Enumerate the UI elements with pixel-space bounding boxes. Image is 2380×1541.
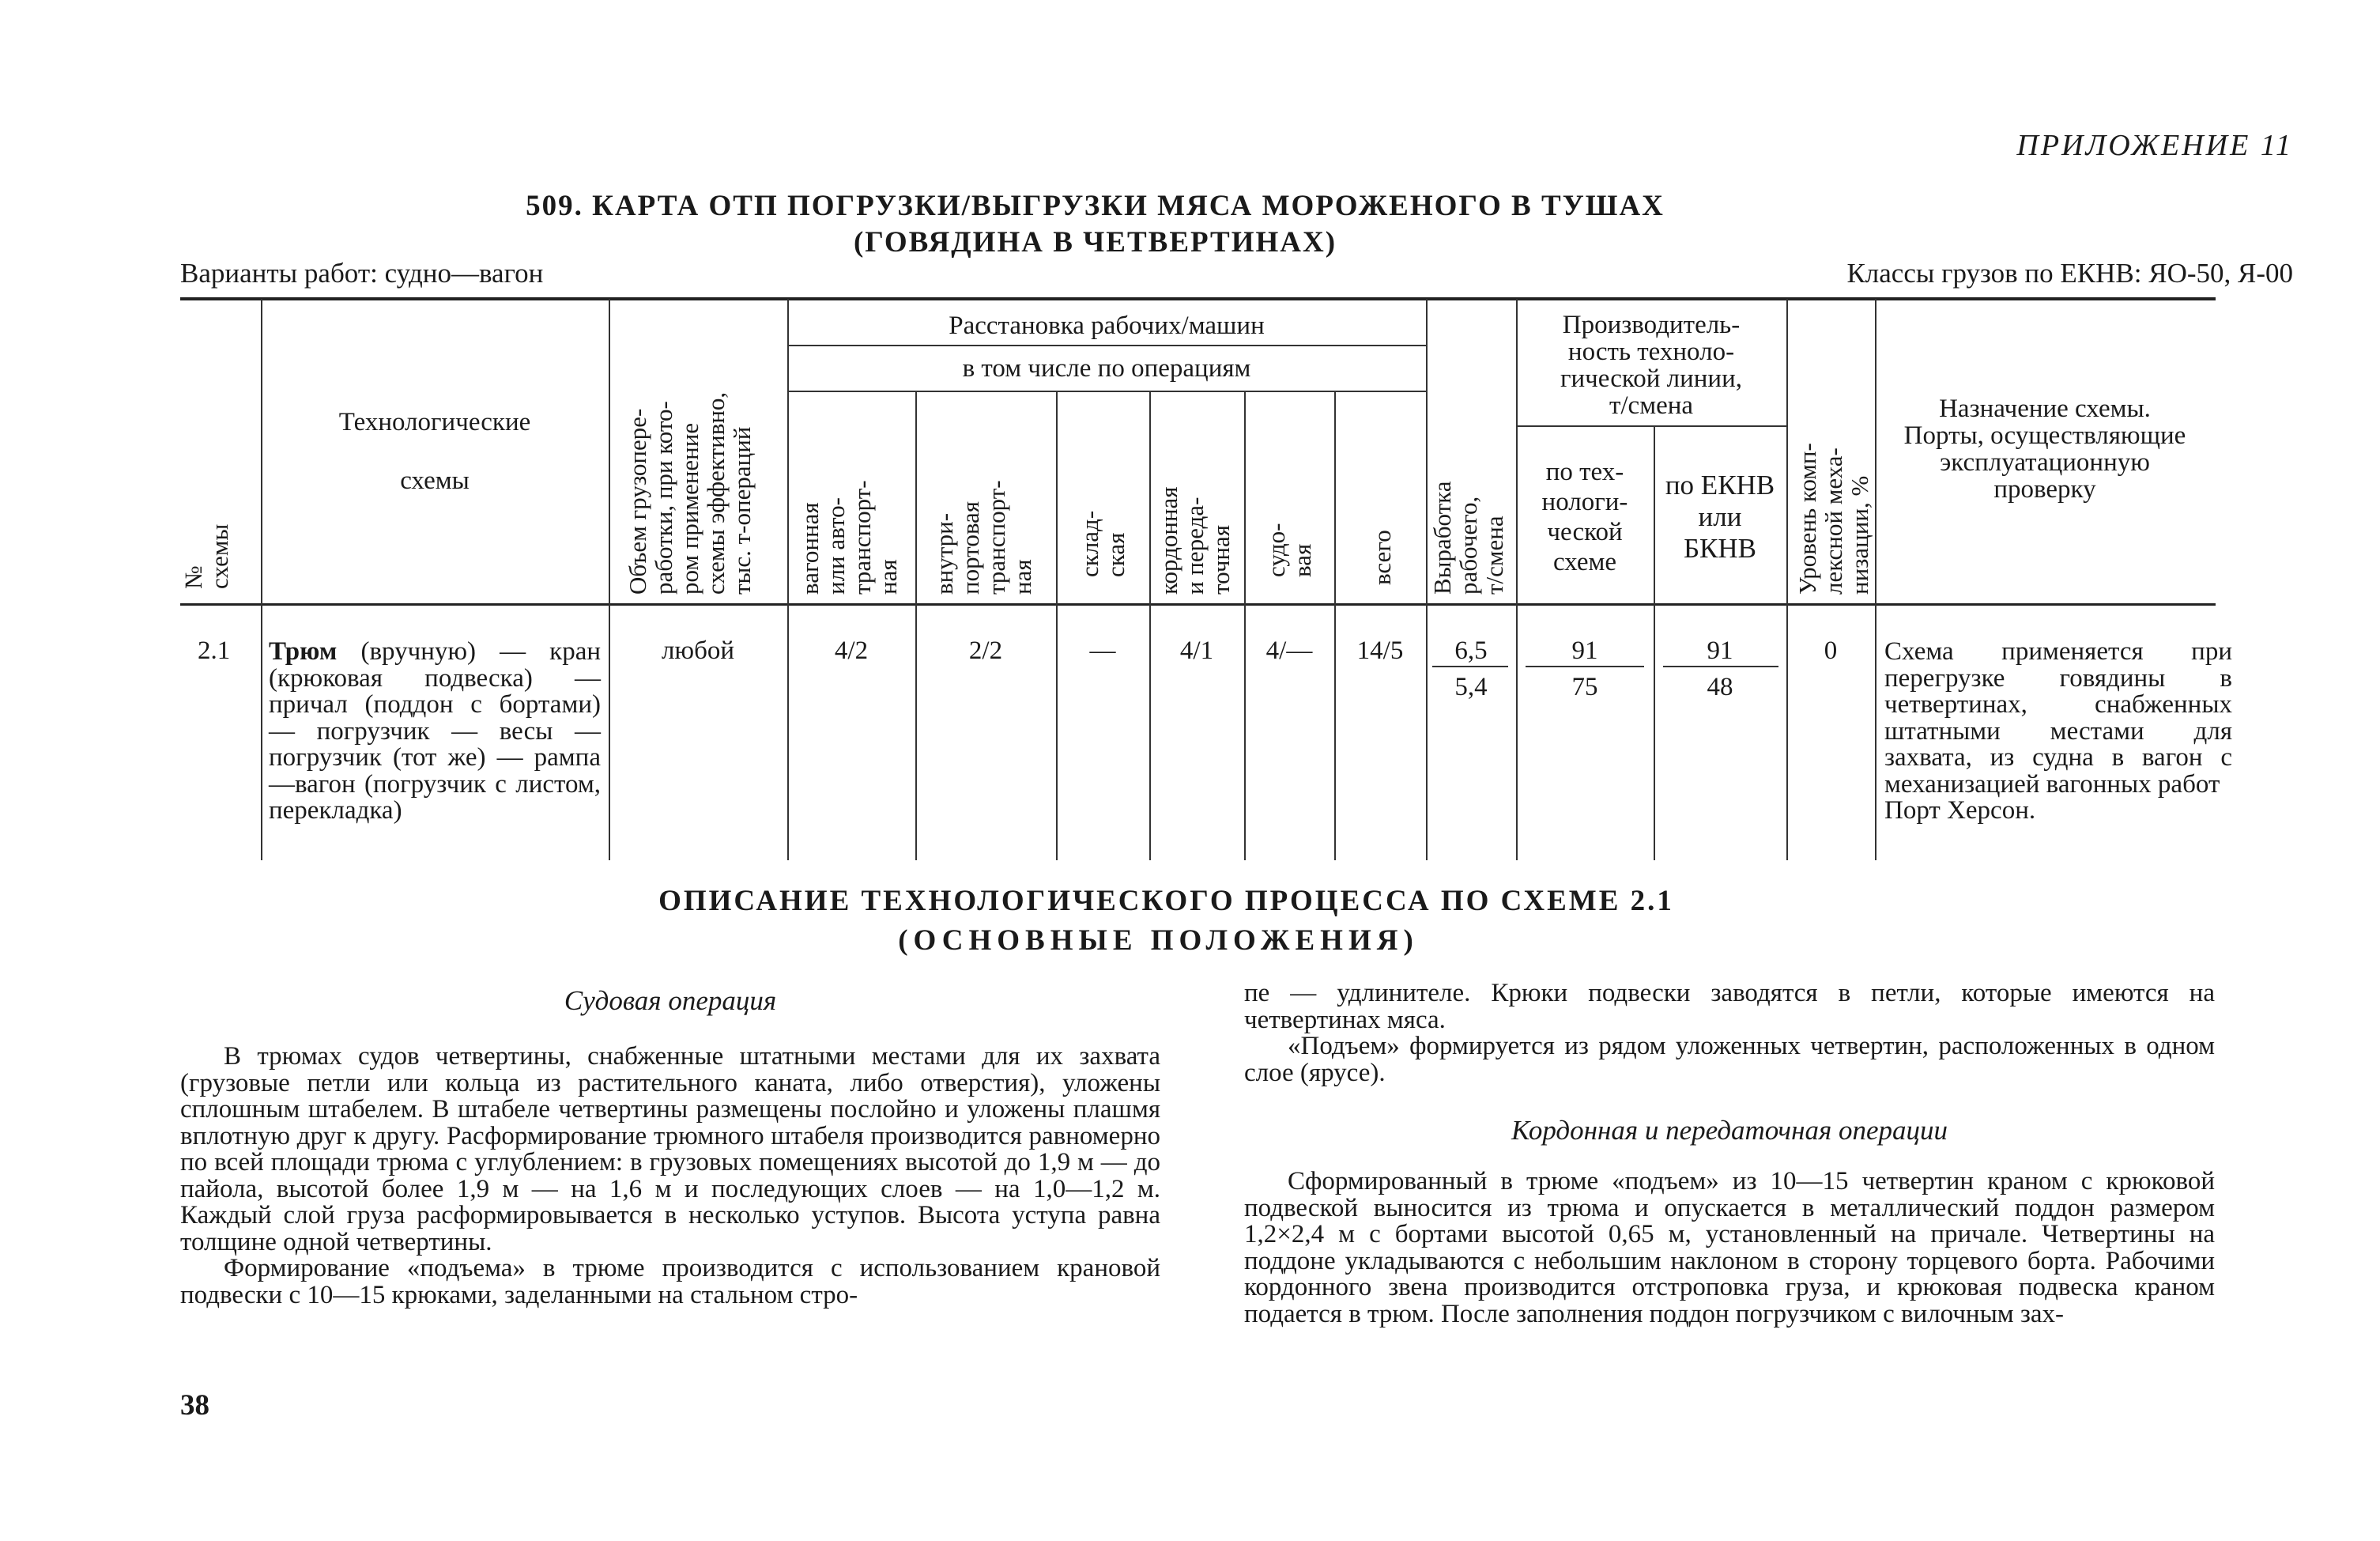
work-variants: Варианты работ: судно—вагон bbox=[180, 258, 544, 289]
row-by-scheme-top: 91 bbox=[1571, 636, 1598, 665]
header-ship: судо- вая bbox=[1262, 523, 1316, 577]
header-rule bbox=[787, 391, 1426, 392]
description-subtitle: (ОСНОВНЫЕ ПОЛОЖЕНИЯ) bbox=[898, 924, 1419, 957]
header-rule bbox=[1516, 425, 1786, 427]
left-column-text bbox=[180, 1044, 1160, 1309]
header-productivity bbox=[1516, 312, 1786, 419]
row-by-eknv-top: 91 bbox=[1707, 636, 1733, 665]
header-by-scheme-line: схеме bbox=[1552, 548, 1617, 576]
col-divider bbox=[609, 299, 610, 860]
header-wagon: вагонная или авто- транспорт- ная bbox=[796, 480, 902, 595]
paragraph: Формирование «подъема» в трюме производится с использованием крановой подвески с 10—15 крюками, заделанными на стальном стро- bbox=[180, 1254, 1160, 1309]
appendix-label: ПРИЛОЖЕНИЕ 11 bbox=[2016, 129, 2293, 162]
table-top-rule bbox=[180, 297, 2216, 300]
header-by-scheme-line: ческой bbox=[1547, 518, 1623, 546]
row-num: 2.1 bbox=[198, 636, 231, 665]
header-purpose-line: проверку bbox=[1993, 475, 2096, 504]
header-by-eknv bbox=[1654, 470, 1786, 565]
row-wagon: 4/2 bbox=[834, 636, 869, 665]
header-purpose bbox=[1875, 395, 2215, 503]
page-subtitle: (ГОВЯДИНА В ЧЕТВЕРТИНАХ) bbox=[853, 226, 1337, 259]
col-divider bbox=[787, 299, 789, 860]
header-cordon: кордонная и переда- точная bbox=[1155, 486, 1235, 595]
row-mech-level: 0 bbox=[1824, 636, 1838, 665]
header-mech-level: Уровень комп- лексной меха- низации, % bbox=[1793, 443, 1873, 595]
header-productivity-line: гической линии, bbox=[1560, 364, 1743, 393]
header-volume: Объем грузопере- работки, при кото- ром применение схемы эффективно, тыс. т-операций bbox=[624, 391, 756, 595]
col-divider bbox=[261, 299, 262, 860]
header-output: Выработка рабочего, т/смена bbox=[1428, 481, 1508, 595]
header-by-scheme bbox=[1516, 457, 1654, 577]
description-title: ОПИСАНИЕ ТЕХНОЛОГИЧЕСКОГО ПРОЦЕССА ПО СХЕМЕ 2.1 bbox=[658, 885, 1674, 917]
col-divider bbox=[1056, 391, 1058, 860]
row-by-eknv-bottom: 48 bbox=[1707, 673, 1733, 701]
paragraph: пе — удлинителе. Крюки подвески заводятся в петли, которые имеются на четвертинах мяса. bbox=[1244, 979, 2215, 1034]
paragraph: Сформированный в трюме «подъем» из 10—15 четвертин краном с крюковой подвеской выносится из трюма и опускается в металлический поддон размером 1,2×2,4 м с бортами высотой 0,65 м, установленный на причале. Четвертины на поддоне укладываются с небольшим наклоном в сторону торцевого борта. Рабочими кордонного звена производится отстроповка груза, и крюковая подвеска краном подается в трюм. После заполнения поддон погрузчиком с вилочным зах- bbox=[1244, 1167, 2215, 1328]
col-divider bbox=[1426, 299, 1428, 860]
header-by-scheme-line: нологи- bbox=[1541, 488, 1628, 516]
col-divider bbox=[1786, 299, 1788, 860]
header-by-eknv-line: или bbox=[1698, 501, 1742, 532]
header-total: всего bbox=[1368, 530, 1396, 585]
cargo-classes: Классы грузов по ЕКНВ: ЯО-50, Я-00 bbox=[1846, 258, 2293, 289]
row-intraport: 2/2 bbox=[968, 636, 1003, 665]
header-purpose-line: эксплуатационную bbox=[1940, 448, 2150, 477]
row-scheme bbox=[269, 639, 601, 825]
header-warehouse: склад- ская bbox=[1076, 510, 1130, 577]
header-tech-schemes-1: Технологические bbox=[338, 408, 531, 436]
row-warehouse: — bbox=[1089, 636, 1116, 665]
header-placement: Расстановка рабочих/машин bbox=[949, 312, 1265, 340]
row-ship: 4/— bbox=[1265, 636, 1313, 665]
cell-split bbox=[1526, 666, 1644, 667]
right-column-text-2 bbox=[1244, 1169, 2215, 1328]
row-by-scheme-bottom: 75 bbox=[1571, 673, 1598, 701]
paragraph: «Подъем» формируется из рядом уложенных четвертин, расположенных в одном слое (ярусе). bbox=[1244, 1032, 2215, 1087]
paragraph: В трюмах судов четвертины, снабженные штатными местами для их захвата (грузовые петли или кольца из растительного каната, либо отверстия), уложены сплошным штабелем. В штабеле четвертины размещены послойно и уложены плашмя вплотную друг к другу. Расформирование трюмного штабеля производится равномерно по всей площади трюма с углублением: в грузовых помещениях высотой до 1,9 м — до пайола, высотой более 1,9 м — на 1,6 м и последующих слоев — на 1,0—1,2 м. Каждый слой груза расформировывается в несколько уступов. Высота уступа равна толщине одной четвертины. bbox=[180, 1042, 1160, 1256]
row-purpose-text: Схема применяется при перегрузке говядины в четвертинах, снабженных штатными местами для захвата, из судна в вагон с механизацией вагонных работ bbox=[1884, 637, 2232, 799]
row-output-bottom: 5,4 bbox=[1454, 673, 1488, 701]
row-cordon: 4/1 bbox=[1179, 636, 1214, 665]
row-port: Порт Херсон. bbox=[1884, 796, 2036, 825]
row-output-top: 6,5 bbox=[1454, 636, 1488, 665]
cell-split bbox=[1432, 666, 1508, 667]
header-purpose-line: Назначение схемы. bbox=[1939, 395, 2151, 423]
col-divider bbox=[1244, 391, 1246, 860]
col-divider bbox=[915, 391, 917, 860]
header-productivity-line: Производитель- bbox=[1562, 311, 1741, 339]
row-scheme-rest: (вручную) — кран (крюковая подвеска) — причал (поддон с бортами) — погрузчик — весы — погрузчик (тот же) — рампа—вагон (погрузчик с листом, перекладка) bbox=[269, 637, 601, 825]
row-volume: любой bbox=[661, 636, 735, 665]
header-num: № схемы bbox=[179, 523, 233, 589]
page-title: 509. КАРТА ОТП ПОГРУЗКИ/ВЫГРУЗКИ МЯСА МОРОЖЕНОГО В ТУШАХ bbox=[526, 190, 1665, 222]
header-tech-schemes-2: схемы bbox=[400, 466, 470, 495]
row-total: 14/5 bbox=[1356, 636, 1404, 665]
header-productivity-line: т/смена bbox=[1609, 391, 1694, 420]
header-purpose-line: Порты, осуществляющие bbox=[1903, 421, 2186, 450]
header-by-eknv-line: БКНВ bbox=[1683, 533, 1757, 564]
col-divider bbox=[1875, 299, 1876, 860]
header-rule bbox=[787, 345, 1426, 346]
right-column-text bbox=[1244, 980, 2215, 1086]
row-scheme-bold: Трюм bbox=[269, 637, 338, 666]
col-divider bbox=[1334, 391, 1336, 860]
row-purpose bbox=[1884, 639, 2232, 825]
table-header-rule bbox=[180, 603, 2216, 606]
header-intraport: внутри- портовая транспорт- ная bbox=[930, 480, 1036, 595]
ship-operation-title: Судовая операция bbox=[564, 985, 777, 1016]
page-number: 38 bbox=[180, 1389, 209, 1422]
header-incl-ops: в том числе по операциям bbox=[962, 354, 1251, 383]
header-productivity-line: ность техноло- bbox=[1567, 338, 1735, 366]
cell-split bbox=[1663, 666, 1778, 667]
header-by-scheme-line: по тех- bbox=[1545, 458, 1624, 486]
header-by-eknv-line: по ЕКНВ bbox=[1665, 470, 1775, 500]
col-divider bbox=[1149, 391, 1151, 860]
cordon-operation-title: Кордонная и передаточная операции bbox=[1511, 1115, 1948, 1146]
